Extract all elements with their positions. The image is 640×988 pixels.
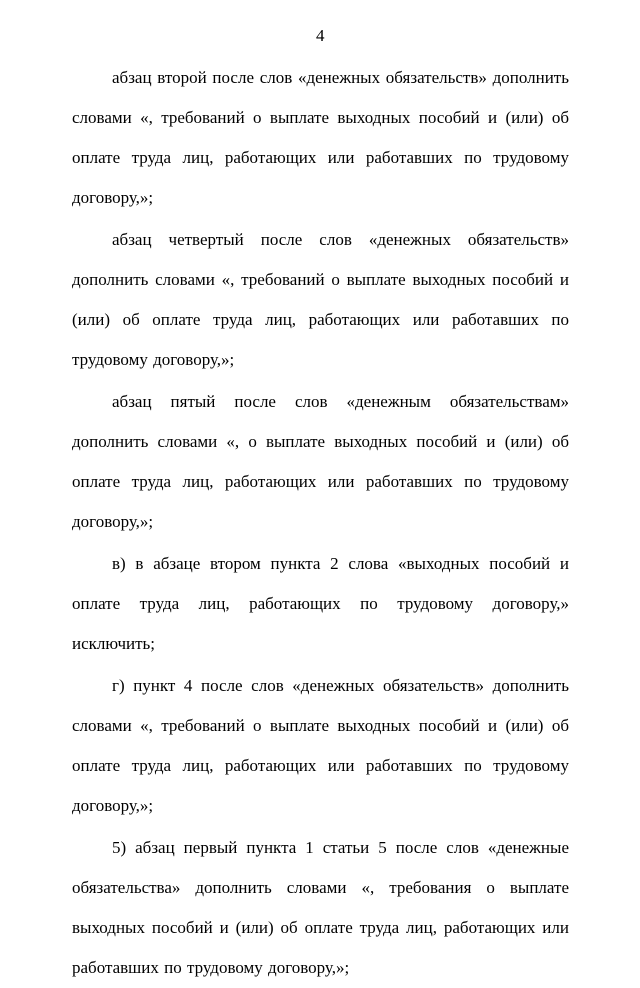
paragraph-amendment-abzats-vtoroy: абзац второй после слов «денежных обязательств» дополнить словами «, требований о выплате выходных пособий и (или) об оплате труда лиц, работающих или работавших по трудовому договору,»;: [72, 68, 569, 207]
paragraph-amendment-abzats-chetvertyy: абзац четвертый после слов «денежных обязательств» дополнить словами «, требований о выплате выходных пособий и (или) об оплате труда лиц, работающих или работавших по трудовому договору,»;: [72, 230, 569, 369]
paragraph-amendment-abzats-pyatyy: абзац пятый после слов «денежным обязательствам» дополнить словами «, о выплате выходных пособий и (или) об оплате труда лиц, работающих или работавших по трудовому договору,»;: [72, 392, 569, 531]
paragraph-amendment-item-v: в) в абзаце втором пункта 2 слова «выходных пособий и оплате труда лиц, работающих по трудовому договору,» исключить;: [72, 554, 569, 653]
paragraph-amendment-item-g: г) пункт 4 после слов «денежных обязательств» дополнить словами «, требований о выплате выходных пособий и (или) об оплате труда лиц, работающих или работавших по трудовому договору,»;: [72, 676, 569, 815]
document-body: [72, 58, 569, 988]
paragraph-amendment-item-5: 5) абзац первый пункта 1 статьи 5 после слов «денежные обязательства» дополнить словами «, требования о выплате выходных пособий и (или) об оплате труда лиц, работающих или работавших по трудовому договору,»;: [72, 838, 569, 977]
page-number: 4: [316, 26, 325, 45]
